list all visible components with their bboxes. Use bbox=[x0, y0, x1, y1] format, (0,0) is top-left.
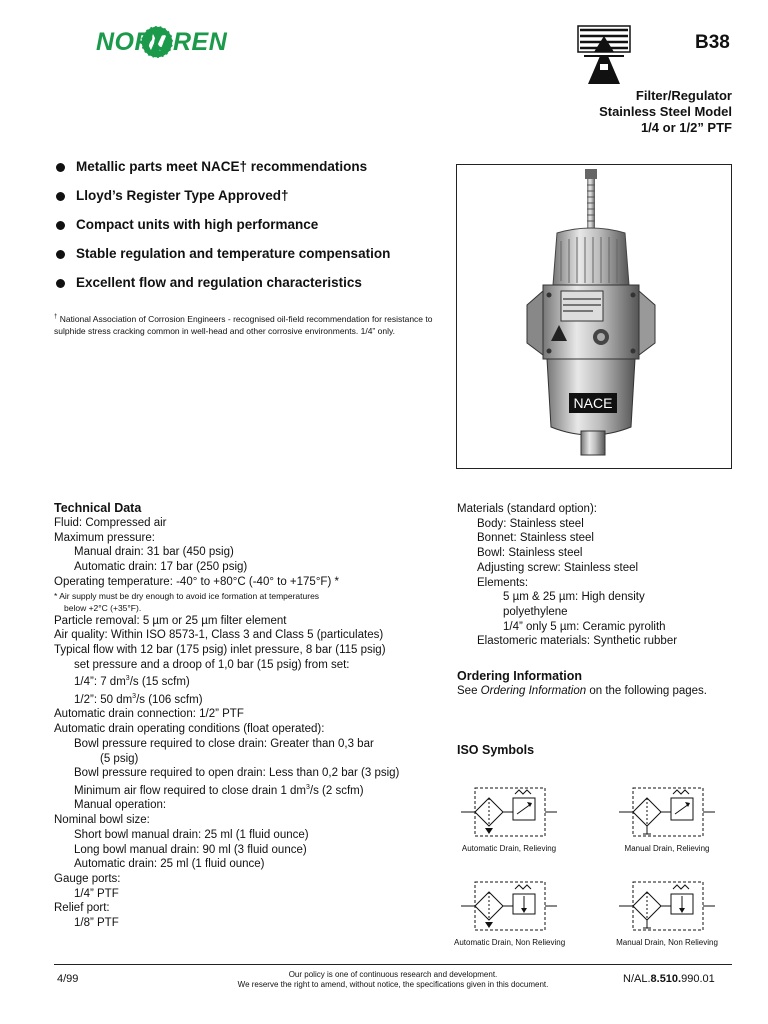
spec-line: Air quality: Within ISO 8573-1, Class 3 and Class 5 (particulates) bbox=[54, 629, 384, 642]
technical-data-heading: Technical Data bbox=[54, 501, 142, 515]
document-reference: N/AL.8.510.990.01 bbox=[623, 973, 715, 985]
feature-item: Lloyd’s Register Type Approved† bbox=[54, 188, 454, 217]
iso-symbol-auto-non-relieving bbox=[454, 878, 564, 947]
spec-line: Maximum pressure: bbox=[54, 531, 155, 544]
product-title bbox=[599, 88, 732, 136]
symbol-caption: Automatic Drain, Relieving bbox=[461, 844, 557, 853]
spec-line: Relief port: bbox=[54, 902, 110, 915]
feature-item: Metallic parts meet NACE† recommendations bbox=[54, 159, 454, 188]
spec-line: Short bowl manual drain: 25 ml (1 fluid ounce) bbox=[74, 828, 309, 841]
nace-badge: NACE bbox=[573, 395, 613, 411]
spec-line: Long bowl manual drain: 90 ml (3 fluid ounce) bbox=[74, 843, 307, 856]
spec-line: 1/8” PTF bbox=[74, 917, 119, 930]
filter-regulator-image bbox=[457, 165, 731, 468]
material-line: Elastomeric materials: Synthetic rubber bbox=[477, 635, 678, 648]
footer-date: 4/99 bbox=[57, 973, 79, 985]
technical-data-list bbox=[54, 516, 454, 931]
spec-note: * Air supply must be dry enough to avoid ice formation at temperatures bbox=[54, 590, 320, 601]
feature-item: Stable regulation and temperature compensation bbox=[54, 246, 454, 275]
spec-line: Minimum air flow required to close drain 1 $dm^3/s$ (2 scfm) bbox=[74, 783, 364, 797]
product-photo-frame bbox=[456, 164, 732, 469]
ordering-link: Ordering Information bbox=[480, 685, 587, 697]
spec-line: Automatic drain: 25 ml (1 fluid ounce) bbox=[74, 858, 265, 871]
spec-line: Typical flow with 12 bar (175 psig) inlet pressure, 8 bar (115 psig) bbox=[54, 643, 386, 656]
filter-regulator-symbol-icon bbox=[619, 878, 715, 934]
symbol-caption: Manual Drain, Relieving bbox=[624, 844, 710, 853]
spec-line: Manual drain: 31 bar (450 psig) bbox=[74, 546, 234, 559]
spec-line: Bowl pressure required to close drain: Greater than 0,3 bar bbox=[74, 737, 374, 750]
bullet-icon bbox=[56, 192, 65, 201]
bullet-icon bbox=[56, 250, 65, 259]
material-line: Materials (standard option): bbox=[457, 503, 597, 515]
spec-line: 1/2”: 50 $dm^3/s$ (106 scfm) bbox=[74, 692, 203, 706]
filter-regulator-symbol-icon bbox=[619, 784, 715, 840]
material-line: polyethylene bbox=[503, 605, 568, 618]
material-line: 1/4” only 5 µm: Ceramic pyrolith bbox=[503, 620, 666, 633]
iso-symbol-manual-non-relieving bbox=[612, 878, 722, 947]
spec-line: 1/4”: 7 $dm^3/s$ (15 scfm) bbox=[74, 675, 190, 689]
spec-line: Nominal bowl size: bbox=[54, 814, 150, 827]
spec-line: 1/4” PTF bbox=[74, 887, 119, 900]
feature-item: Excellent flow and regulation characteristics bbox=[54, 275, 454, 304]
spec-line: Fluid: Compressed air bbox=[54, 517, 167, 529]
spec-line: (5 psig) bbox=[100, 752, 139, 765]
bullet-icon bbox=[56, 279, 65, 288]
spec-line: Particle removal: 5 µm or 25 µm filter element bbox=[54, 614, 287, 627]
nace-footnote: † National Association of Corrosion Engineers - recognised oil-field recommendation for resistance to sulphide stress cracking common in well-head and other corrosive environments. 1/4” only. bbox=[54, 313, 433, 336]
spec-line: Automatic drain operating conditions (float operated): bbox=[54, 723, 325, 736]
spec-line: Automatic drain: 17 bar (250 psig) bbox=[74, 561, 248, 574]
footer-divider bbox=[54, 964, 732, 965]
title-line: 1/4 or 1/2” PTF bbox=[640, 120, 732, 135]
symbol-caption: Automatic Drain, Non Relieving bbox=[454, 938, 566, 947]
feature-list bbox=[54, 159, 454, 304]
ordering-text: See Ordering Information on the following pages. bbox=[457, 685, 707, 697]
materials-list bbox=[457, 502, 737, 649]
material-line: Bonnet: Stainless steel bbox=[477, 532, 594, 545]
spec-line: Gauge ports: bbox=[54, 872, 121, 885]
model-code: B38 bbox=[695, 32, 730, 53]
material-line: Bowl: Stainless steel bbox=[477, 547, 583, 560]
filter-regulator-symbol-icon bbox=[461, 878, 557, 934]
brand-name: NORGREN bbox=[96, 28, 228, 56]
material-line: Elements: bbox=[477, 576, 529, 589]
iso-symbol-auto-relieving bbox=[454, 784, 564, 853]
lloyds-register-seal-icon bbox=[574, 22, 634, 84]
title-line: Filter/Regulator bbox=[635, 88, 732, 103]
iso-heading: ISO Symbols bbox=[457, 743, 535, 757]
footer-policy: Our policy is one of continuous research and development. We reserve the right to amend, without notice, the specifications given in this document. bbox=[237, 970, 549, 989]
symbol-caption: Manual Drain, Non Relieving bbox=[616, 938, 718, 947]
iso-symbol-manual-relieving bbox=[612, 784, 722, 853]
material-line: Body: Stainless steel bbox=[477, 517, 584, 530]
spec-line: Bowl pressure required to open drain: Less than 0,2 bar (3 psig) bbox=[74, 767, 400, 780]
ordering-heading: Ordering Information bbox=[457, 669, 582, 683]
feature-item: Compact units with high performance bbox=[54, 217, 454, 246]
material-line: Adjusting screw: Stainless steel bbox=[477, 561, 639, 574]
material-line: 5 µm & 25 µm: High density bbox=[503, 591, 645, 604]
spec-line: Operating temperature: -40° to +80°C (-40° to +175°F) * bbox=[54, 575, 339, 588]
spec-line: Automatic drain connection: 1/2” PTF bbox=[54, 708, 244, 721]
title-line: Stainless Steel Model bbox=[599, 104, 732, 119]
spec-line: Manual operation: bbox=[74, 799, 167, 812]
filter-regulator-symbol-icon bbox=[461, 784, 557, 840]
spec-note: below +2°C (+35°F). bbox=[64, 602, 142, 613]
bullet-icon bbox=[56, 221, 65, 230]
spec-line: set pressure and a droop of 1,0 bar (15 psig) from set: bbox=[74, 658, 350, 671]
bullet-icon bbox=[56, 163, 65, 172]
